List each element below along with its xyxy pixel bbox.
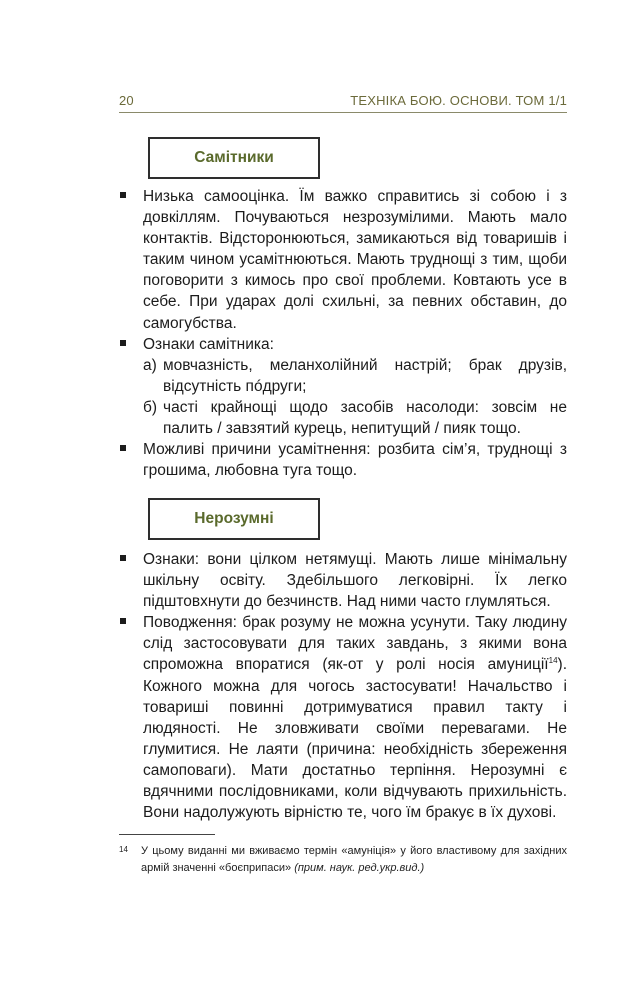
section-title-box-2 — [148, 498, 320, 540]
running-header — [119, 93, 567, 113]
section-title-1: Самітники — [194, 149, 274, 166]
list-item: Можливі причини усамітнення: розбита сім’я, труднощі з грошима, любовна туга тощо. — [119, 439, 567, 481]
footnote-rule — [119, 834, 215, 835]
list-item: Поводження: брак розуму не можна усунути. Таку людину слід застосовувати для таких завдань, з якими вона спроможна впоратися (як-от у ролі носія амуниції$^{14}$). Кожного можна для чогось застосувати! Начальство і товариші повинні дотримуватися правил такту і людяності. Не зловживати своїми перевагами. Не глумитися. Не лаяти (причина: необхідність збереження самоповаги). Мати достатньо терпіння. Нерозумні є вдячними послідовниками, коли відчувають прихильність. Вони надолужують вірністю те, чого їм бракує в їх духові. — [119, 612, 567, 823]
footnote-mark: 14 — [119, 845, 128, 854]
bullet-icon — [120, 340, 126, 346]
section-1-list — [119, 186, 567, 481]
bullet-icon — [120, 192, 126, 198]
sub-item-b: б) часті крайнощі щодо засобів насолоди: зовсім не палить / завзятий курець, непитущий / пияк тощо. — [143, 398, 567, 438]
section-title-2: Нерозумні — [194, 510, 274, 527]
section-title-box-1 — [148, 137, 320, 179]
footnote — [119, 843, 567, 876]
bullet-icon — [120, 555, 126, 561]
header-rule — [119, 112, 567, 113]
sub-item-a: а) мовчазність, меланхолійний настрій; брак друзів, відсутність пóдруги; — [143, 356, 567, 395]
running-title: ТЕХНІКА БОЮ. ОСНОВИ. ТОМ 1/1 — [350, 93, 567, 108]
list-item: Низька самооцінка. Їм важко справитись зі собою і з довкіллям. Почуваються незрозумілими. Мають мало контактів. Відсторонюються, замикаються від товаришів і таким чином усамітнюються. Мають труднощі з тим, щоби поговорити з кимось про свої проблеми. Ковтають усе в себе. При ударах долі схильні, за певних обставин, до самогубства. — [119, 186, 567, 334]
bullet-icon — [120, 445, 126, 451]
list-item: Ознаки самітника: — [119, 334, 567, 355]
section-2-list — [119, 549, 567, 823]
bullet-icon — [120, 618, 126, 624]
page-number: 20 — [119, 93, 134, 108]
footnote-text: У цьому виданні ми вживаємо термін «амуніція» у його властивому для західних армій значенні «боєприпаси» (прим. наук. ред.укр.вид.) — [141, 845, 567, 874]
footnote-reference[interactable]: 14 — [548, 656, 558, 666]
list-item: Ознаки: вони цілком нетямущі. Мають лише мінімальну шкільну освіту. Здебільшого легковірні. Їх легко підштовхнути до безчинств. Над ними часто глумляться. — [119, 549, 567, 612]
